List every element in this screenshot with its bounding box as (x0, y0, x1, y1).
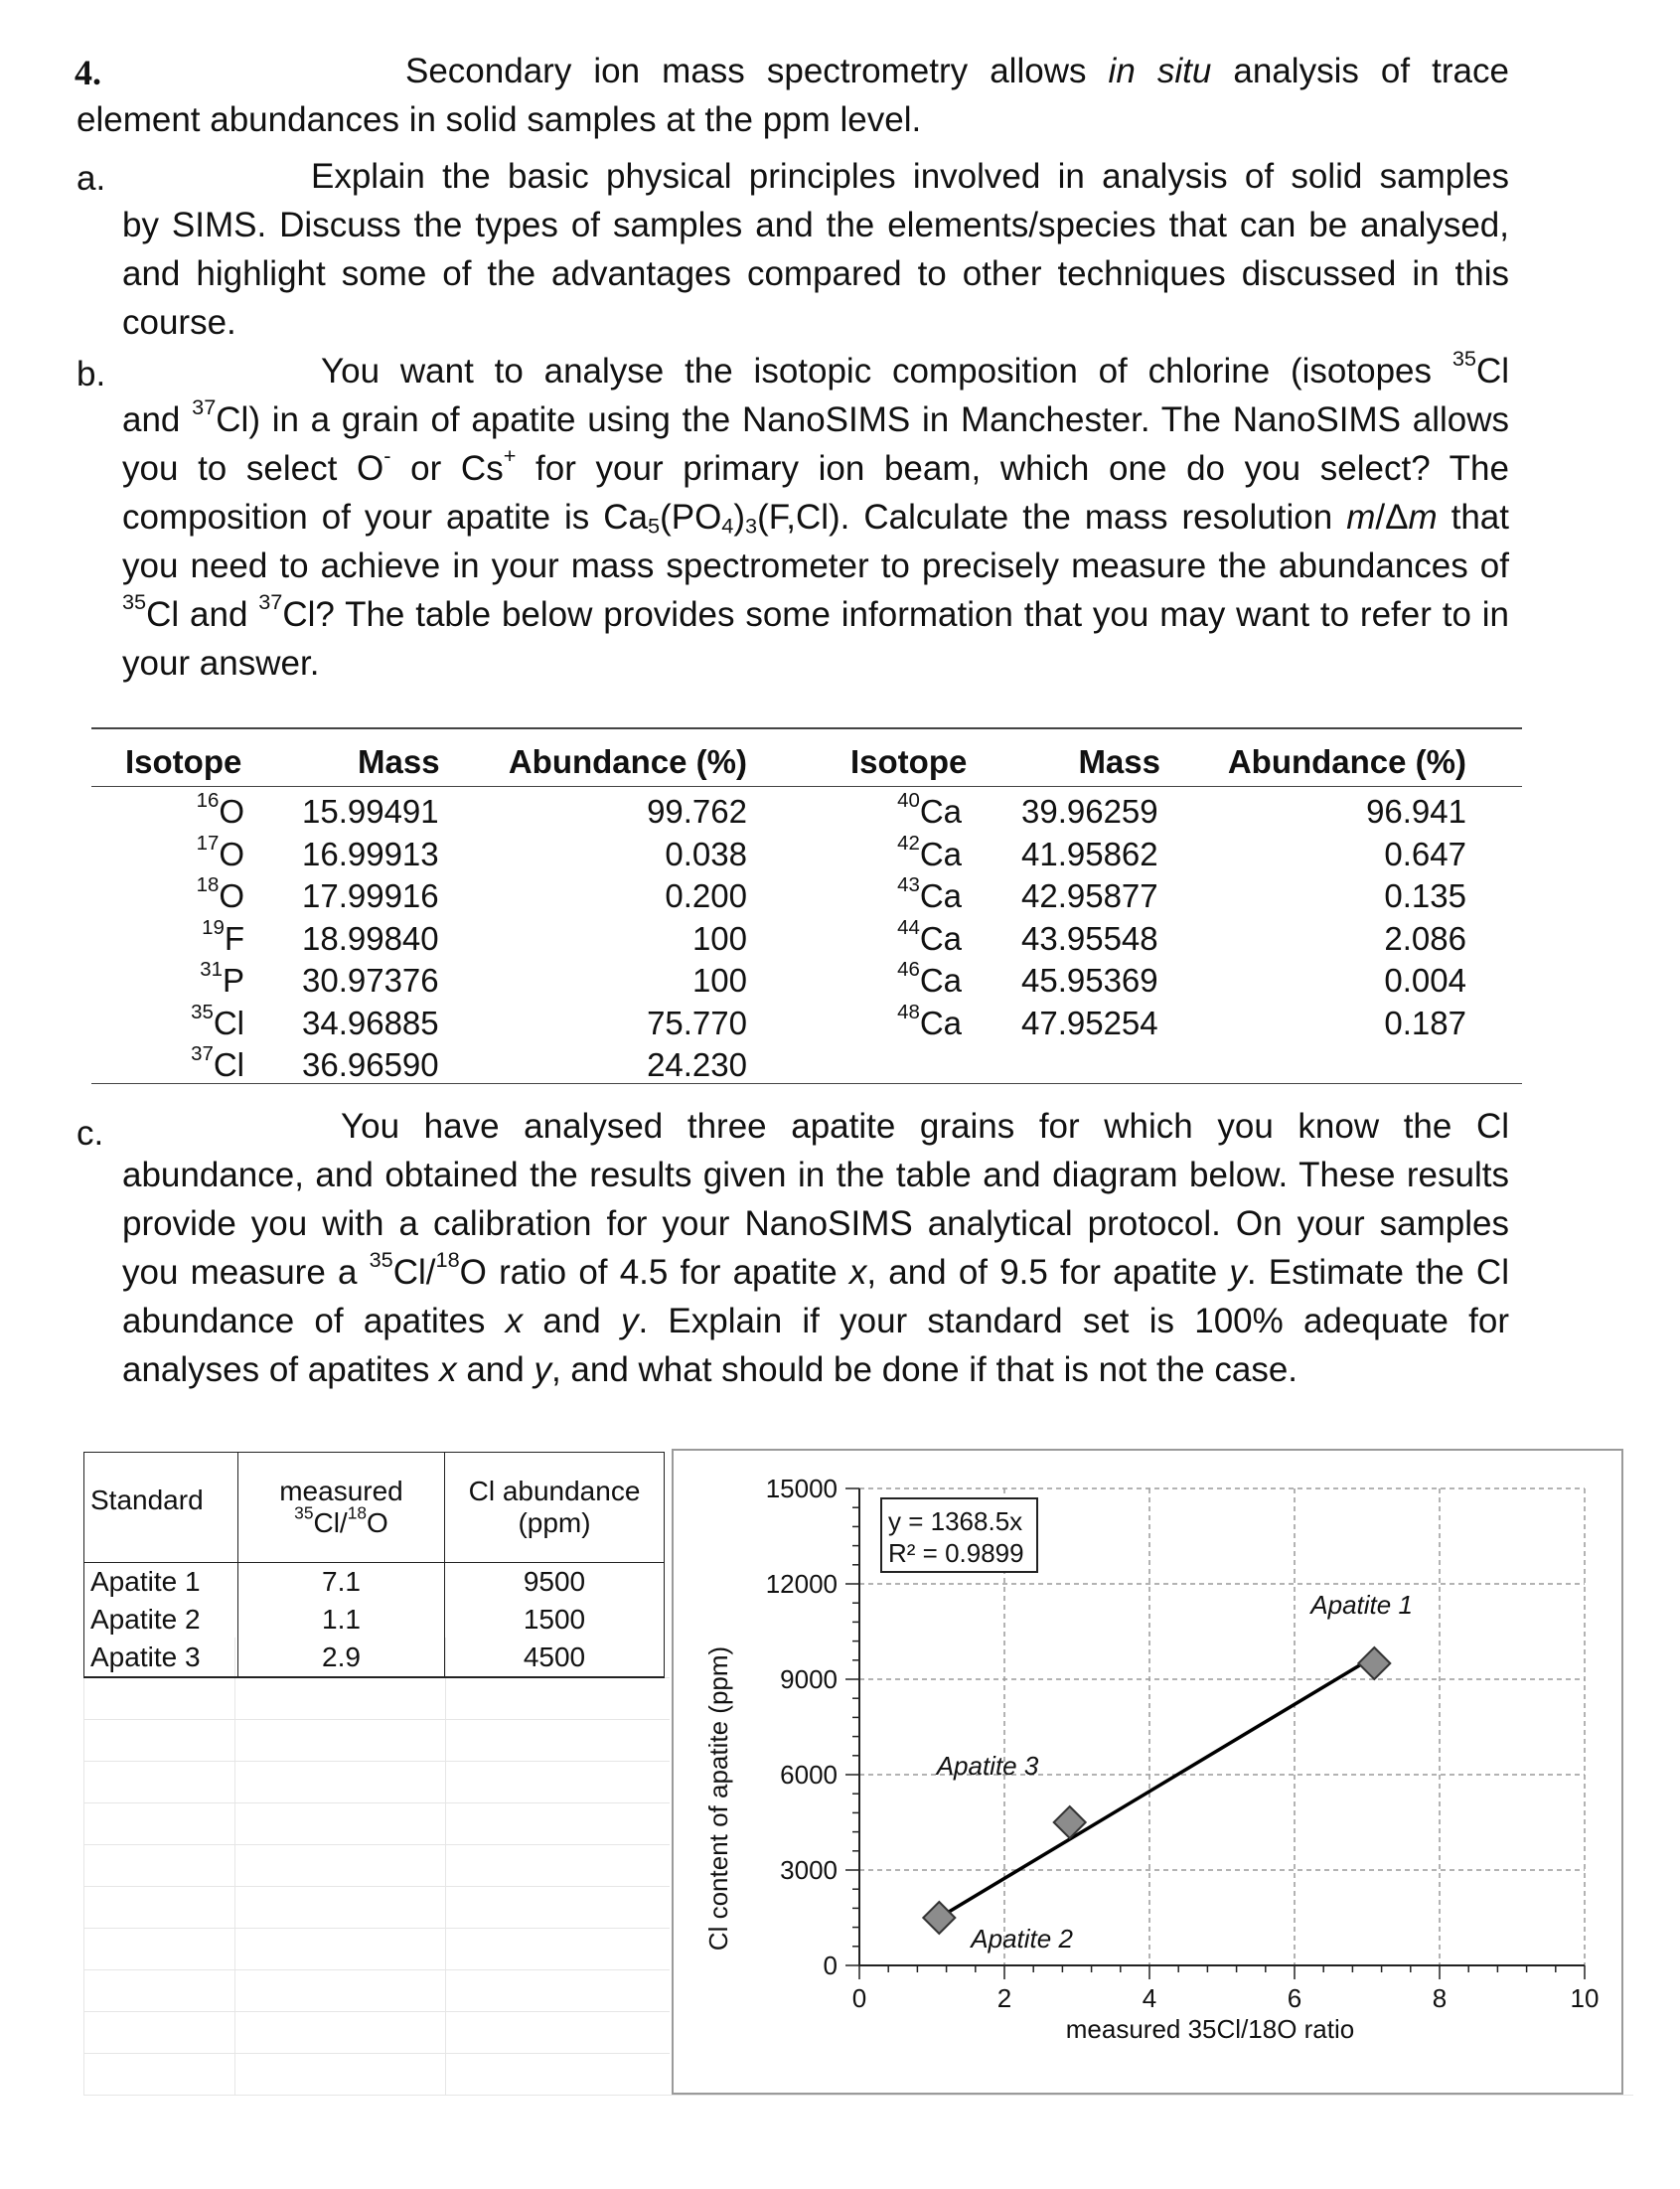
isotope-symbol (159, 916, 244, 958)
isotope-abundance: 0.647 (1384, 836, 1466, 872)
isotope-abundance: 0.135 (1384, 877, 1466, 914)
part-c-text (122, 1102, 1509, 1394)
point-label: Apatite 2 (971, 1924, 1073, 1954)
isotope-mass: 43.95548 (1021, 920, 1158, 957)
question-intro (76, 47, 1509, 144)
isotope-header: Isotope (850, 743, 968, 780)
sheet-gridline (83, 1844, 670, 1845)
isotope-table-top-rule (91, 727, 1522, 729)
calibration-chart (672, 1449, 1623, 2095)
isotope-mass-number: 37 (191, 1042, 214, 1066)
sheet-gridline (83, 1886, 670, 1887)
standard-cl: 9500 (445, 1563, 665, 1602)
y-axis-title: Cl content of apatite (ppm) (703, 1645, 733, 1952)
ratio-sup-35: 35 (294, 1502, 314, 1523)
part-c-line-1: You have analysed three apatite grains for which you know the Cl (341, 1107, 1509, 1146)
x-axis-title: measured 35Cl/18O ratio (1065, 2014, 1355, 2044)
part-a-line-1: Explain the basic physical principles involved in analysis of solid samples (311, 157, 1509, 196)
isotope-mass: 41.95862 (1021, 836, 1158, 872)
y-tick-label: 3000 (780, 1855, 838, 1885)
isotope-abundance: 24.230 (647, 1046, 747, 1083)
isotope-mass-number: 18 (196, 873, 220, 897)
isotope-symbol (159, 832, 244, 873)
isotope-mass: 18.99840 (302, 920, 439, 957)
abundance-header: Abundance (%) (508, 743, 747, 780)
standards-header-row (84, 1453, 665, 1563)
standard-name: Apatite 3 (84, 1639, 238, 1677)
part-a-letter: a. (76, 159, 106, 198)
sheet-gridline (445, 1638, 446, 2095)
part-c-rest: abundance, and obtained the results given in the table and diagram below. These results provide you with a calibration for your NanoSIMS analytical protocol. On your samples you measure a $^{35}$Cl/$^{18}$O ratio of 4.5 for apatite x, and of 9.5 for apatite y. Estimate the Cl abundance of apatites x and y. Explain if your standard set is 100% adequate for analyses of apatites x and y, and what should be done if that is not the case. (122, 1156, 1509, 1389)
isotope-mass-number: 17 (196, 832, 220, 856)
standard-name: Apatite 1 (84, 1563, 238, 1602)
ratio-sup-18: 18 (347, 1502, 368, 1523)
table-row (84, 1563, 665, 1602)
isotope-element: Ca (919, 962, 962, 999)
isotope-symbol (874, 916, 962, 958)
part-c-letter: c. (76, 1114, 104, 1153)
isotope-abundance: 96.941 (1366, 793, 1466, 830)
isotope-mass: 15.99491 (302, 793, 439, 830)
abundance-header: Abundance (%) (1227, 743, 1466, 780)
isotope-symbol (874, 958, 962, 1000)
point-label: Apatite 3 (936, 1751, 1039, 1781)
x-tick-label: 8 (1432, 1983, 1448, 2013)
x-tick-label: 0 (851, 1983, 867, 2013)
isotope-symbol (159, 958, 244, 1000)
part-b-line-1-text: You want to analyse the isotopic composition of chlorine (isotopes $^{35}$Cl (321, 346, 1509, 391)
sheet-gridline (83, 1928, 670, 1929)
isotope-mass-number: 40 (897, 789, 920, 813)
isotope-element: Cl (213, 1005, 244, 1041)
isotope-abundance: 0.004 (1384, 962, 1466, 999)
isotope-element: O (219, 877, 244, 914)
sheet-gridline (83, 1638, 84, 2095)
ratio-header (244, 1502, 438, 1539)
ratio-o: O (367, 1507, 388, 1538)
ppm-header-text: (ppm) (518, 1507, 591, 1538)
isotope-element: Ca (919, 836, 962, 872)
cl-abundance-header (445, 1453, 665, 1563)
isotope-mass: 42.95877 (1021, 877, 1158, 914)
sheet-gridline (83, 2053, 670, 2054)
isotope-symbol (159, 789, 244, 831)
isotope-mass: 30.97376 (302, 962, 439, 999)
standard-ratio: 1.1 (238, 1601, 445, 1639)
isotope-symbol (874, 1001, 962, 1042)
isotope-element: O (219, 793, 244, 830)
isotope-header: Isotope (125, 743, 242, 780)
isotope-abundance: 75.770 (647, 1005, 747, 1041)
cl-header-text: Cl abundance (468, 1476, 641, 1506)
table-row (84, 1639, 665, 1677)
standard-name: Apatite 2 (84, 1601, 238, 1639)
x-tick-label: 10 (1570, 1983, 1600, 2013)
intro-line-1 (76, 47, 1509, 95)
isotope-symbol (874, 873, 962, 915)
isotope-abundance: 100 (691, 962, 747, 999)
y-tick-label: 12000 (765, 1569, 838, 1599)
isotope-mass: 16.99913 (302, 836, 439, 872)
isotope-mass-number: 48 (897, 1001, 920, 1024)
isotope-symbol (874, 789, 962, 831)
isotope-abundance: 100 (691, 920, 747, 957)
y-tick-label: 15000 (765, 1474, 838, 1503)
sheet-gridline (234, 1638, 235, 2095)
isotope-element: O (219, 836, 244, 872)
isotope-element: Ca (919, 793, 962, 830)
part-b-rest: and $^{37}$Cl) in a grain of apatite using the NanoSIMS in Manchester. The NanoSIMS allows you to select O- or Cs+ for your primary ion beam, which one do you select? The composition of your apatite is $Ca_5(PO_4)_3(F,Cl)$. Calculate the mass resolution m/Δm that you need to achieve in your mass spectrometer to precisely measure the abundances of $^{35}$Cl and $^{37}$Cl? The table below provides some information that you may want to refer to in your answer. (122, 394, 1509, 683)
equation-box (881, 1498, 1037, 1572)
isotope-abundance: 0.200 (665, 877, 747, 914)
isotope-symbol (159, 873, 244, 915)
sheet-gridline (83, 1719, 670, 1720)
y-tick-label: 6000 (780, 1760, 838, 1790)
part-a-rest: by SIMS. Discuss the types of samples and the elements/species that can be analysed, and highlight some of the advantages compared to other techniques discussed in this course. (122, 206, 1509, 342)
isotope-mass-number: 19 (202, 916, 225, 940)
isotope-element: Cl (213, 1046, 244, 1083)
isotope-element: Ca (919, 877, 962, 914)
standard-ratio: 7.1 (238, 1563, 445, 1602)
trend-equation: y = 1368.5x (888, 1506, 1023, 1536)
isotope-mass-number: 44 (897, 916, 920, 940)
isotope-element: Ca (919, 920, 962, 957)
isotope-symbol (159, 1001, 244, 1042)
isotope-mass-number: 31 (200, 958, 223, 982)
isotope-element: P (222, 962, 244, 999)
part-b-line-1 (122, 347, 1509, 395)
mass-header: Mass (1078, 743, 1160, 780)
isotope-mass-number: 46 (897, 958, 920, 982)
standard-cl: 4500 (445, 1639, 665, 1677)
isotope-mass-number: 43 (897, 873, 920, 897)
standard-ratio: 2.9 (238, 1639, 445, 1677)
table-row (84, 1601, 665, 1639)
measured-header-text: measured (279, 1476, 403, 1506)
isotope-mass-number: 16 (196, 789, 220, 813)
isotope-mass-number: 35 (191, 1001, 214, 1024)
isotope-element: F (224, 920, 244, 957)
sheet-gridline (83, 1969, 670, 1970)
isotope-mass-number: 42 (897, 832, 920, 856)
isotope-mass: 34.96885 (302, 1005, 439, 1041)
sheet-gridline (83, 2011, 670, 2012)
isotope-abundance: 0.187 (1384, 1005, 1466, 1041)
y-tick-label: 0 (823, 1951, 838, 1980)
isotope-abundance: 2.086 (1384, 920, 1466, 957)
mass-header: Mass (358, 743, 440, 780)
isotope-abundance: 99.762 (647, 793, 747, 830)
isotope-mass: 47.95254 (1021, 1005, 1158, 1041)
isotope-mass: 45.95369 (1021, 962, 1158, 999)
y-tick-label: 9000 (780, 1664, 838, 1694)
isotope-mass: 36.96590 (302, 1046, 439, 1083)
point-label: Apatite 1 (1310, 1590, 1413, 1620)
r-squared: R² = 0.9899 (888, 1538, 1024, 1568)
ratio-cl: Cl/ (313, 1507, 348, 1538)
intro-line-2: element abundances in solid samples at the ppm level. (76, 100, 922, 139)
part-a-text (122, 152, 1509, 347)
isotope-symbol (874, 832, 962, 873)
isotope-element: Ca (919, 1005, 962, 1041)
sheet-gridline (83, 1761, 670, 1762)
standard-cl: 1500 (445, 1601, 665, 1639)
isotope-mass: 17.99916 (302, 877, 439, 914)
x-tick-label: 6 (1287, 1983, 1302, 2013)
standard-header: Standard (84, 1453, 238, 1563)
part-b-text (122, 347, 1509, 688)
isotope-symbol (159, 1042, 244, 1084)
x-tick-label: 2 (996, 1983, 1012, 2013)
sheet-gridline (83, 2095, 1633, 2096)
isotope-mass: 39.96259 (1021, 793, 1158, 830)
standards-table (83, 1452, 665, 1678)
intro-line-1-text: Secondary ion mass spectrometry allows in situ analysis of trace (405, 52, 1509, 90)
question-number: 4. (75, 53, 101, 92)
part-b-letter: b. (76, 355, 106, 393)
isotope-table-header-rule (91, 786, 1522, 787)
x-tick-label: 4 (1142, 1983, 1157, 2013)
isotope-abundance: 0.038 (665, 836, 747, 872)
measured-ratio-header (238, 1453, 445, 1563)
sheet-gridline (83, 1802, 670, 1803)
